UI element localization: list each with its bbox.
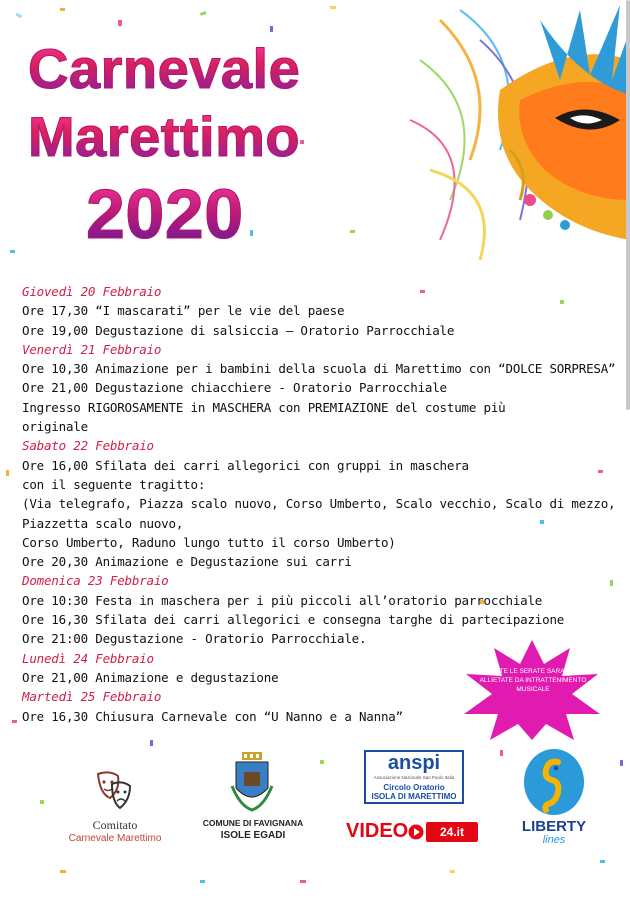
program-line: Ore 21,00 Degustazione chiacchiere - Oratorio Parrocchiale xyxy=(22,380,447,396)
anspi-circolo-line: Circolo Oratorio xyxy=(383,783,445,792)
program-line: Corso Umberto, Raduno lungo tutto il corso Umberto) xyxy=(22,534,396,550)
anspi-place-line: ISOLA DI MARETTIMO xyxy=(371,792,457,801)
anspi-association-text: Associazione Nazionale San Paolo Italia xyxy=(373,775,455,780)
comitato-name: Comitato xyxy=(92,818,138,832)
day-heading: Domenica 23 Febbraio xyxy=(22,573,169,589)
liberty-lines-text: lines xyxy=(542,834,566,846)
video24-wordmark: VIDEO xyxy=(346,820,409,842)
title-line-1: Carnevale xyxy=(28,37,301,100)
anspi-logo xyxy=(364,750,464,804)
comitato-subtitle: Carnevale Marettimo xyxy=(68,833,162,844)
municipal-coat-of-arms-icon xyxy=(230,752,274,814)
program-line: Ore 10,30 Animazione per i bambini della scuola di Marettimo con “DOLCE SORPRESA” xyxy=(22,361,616,377)
title-year: 2020 xyxy=(86,175,244,253)
liberty-wordmark: LIBERTY xyxy=(521,818,587,835)
seahorse-icon xyxy=(522,748,586,816)
program-line: Piazzetta scalo nuovo, xyxy=(22,515,184,531)
program-line: Ore 16,30 Chiusura Carnevale con “U Nanno e a Nanna” xyxy=(22,708,403,724)
anspi-circolo xyxy=(366,783,462,801)
program-line: Ore 16,30 Sfilata dei carri allegorici e consegna targhe di partecipazione xyxy=(22,612,565,628)
program-line: Ore 20,30 Animazione e Degustazione sui carri xyxy=(22,554,352,570)
anspi-wordmark: anspi xyxy=(387,752,441,774)
program-line: Ore 17,30 “I mascarati” per le vie del paese xyxy=(22,303,345,319)
program-line: (Via telegrafo, Piazza scalo nuovo, Corso Umberto, Scalo vecchio, Scalo di mezzo, xyxy=(22,496,616,512)
day-heading: Lunedì 24 Febbraio xyxy=(22,650,154,666)
play-icon xyxy=(408,824,424,840)
comune-islands: ISOLE EGADI xyxy=(220,830,286,841)
day-heading: Venerdì 21 Febbraio xyxy=(22,341,162,357)
scrollbar[interactable] xyxy=(626,0,630,410)
program-line: originale xyxy=(22,419,88,435)
video24-domain: 24.it xyxy=(426,822,478,842)
program-line: Ore 10:30 Festa in maschera per i più piccoli all’oratorio parrocchiale xyxy=(22,592,543,608)
program-line: Ore 16,00 Sfilata dei carri allegorici con gruppi in maschera xyxy=(22,457,469,473)
carnival-mask-illustration xyxy=(380,0,630,270)
day-heading: Sabato 22 Febbraio xyxy=(22,438,154,454)
comune-name: COMUNE DI FAVIGNANA xyxy=(202,818,304,828)
star-badge-text: TUTTE LE SERATE SARANNO ALLIETATE DA INTRATTENIMENTO MUSICALE xyxy=(479,668,587,693)
program-line: Ore 21:00 Degustazione - Oratorio Parrocchiale. xyxy=(22,631,367,647)
day-heading: Martedì 25 Febbraio xyxy=(22,689,162,705)
program-line: Ore 19,00 Degustazione di salsiccia – Oratorio Parrocchiale xyxy=(22,322,455,338)
theatre-masks-icon xyxy=(92,768,136,812)
program-line: Ingresso RIGOROSAMENTE in MASCHERA con PREMIAZIONE del costume più xyxy=(22,399,506,415)
title-line-2: Marettimo xyxy=(28,105,301,168)
program-line: Ore 21,00 Animazione e degustazione xyxy=(22,669,279,685)
program-line: con il seguente tragitto: xyxy=(22,476,206,492)
day-heading: Giovedì 20 Febbraio xyxy=(22,284,162,299)
